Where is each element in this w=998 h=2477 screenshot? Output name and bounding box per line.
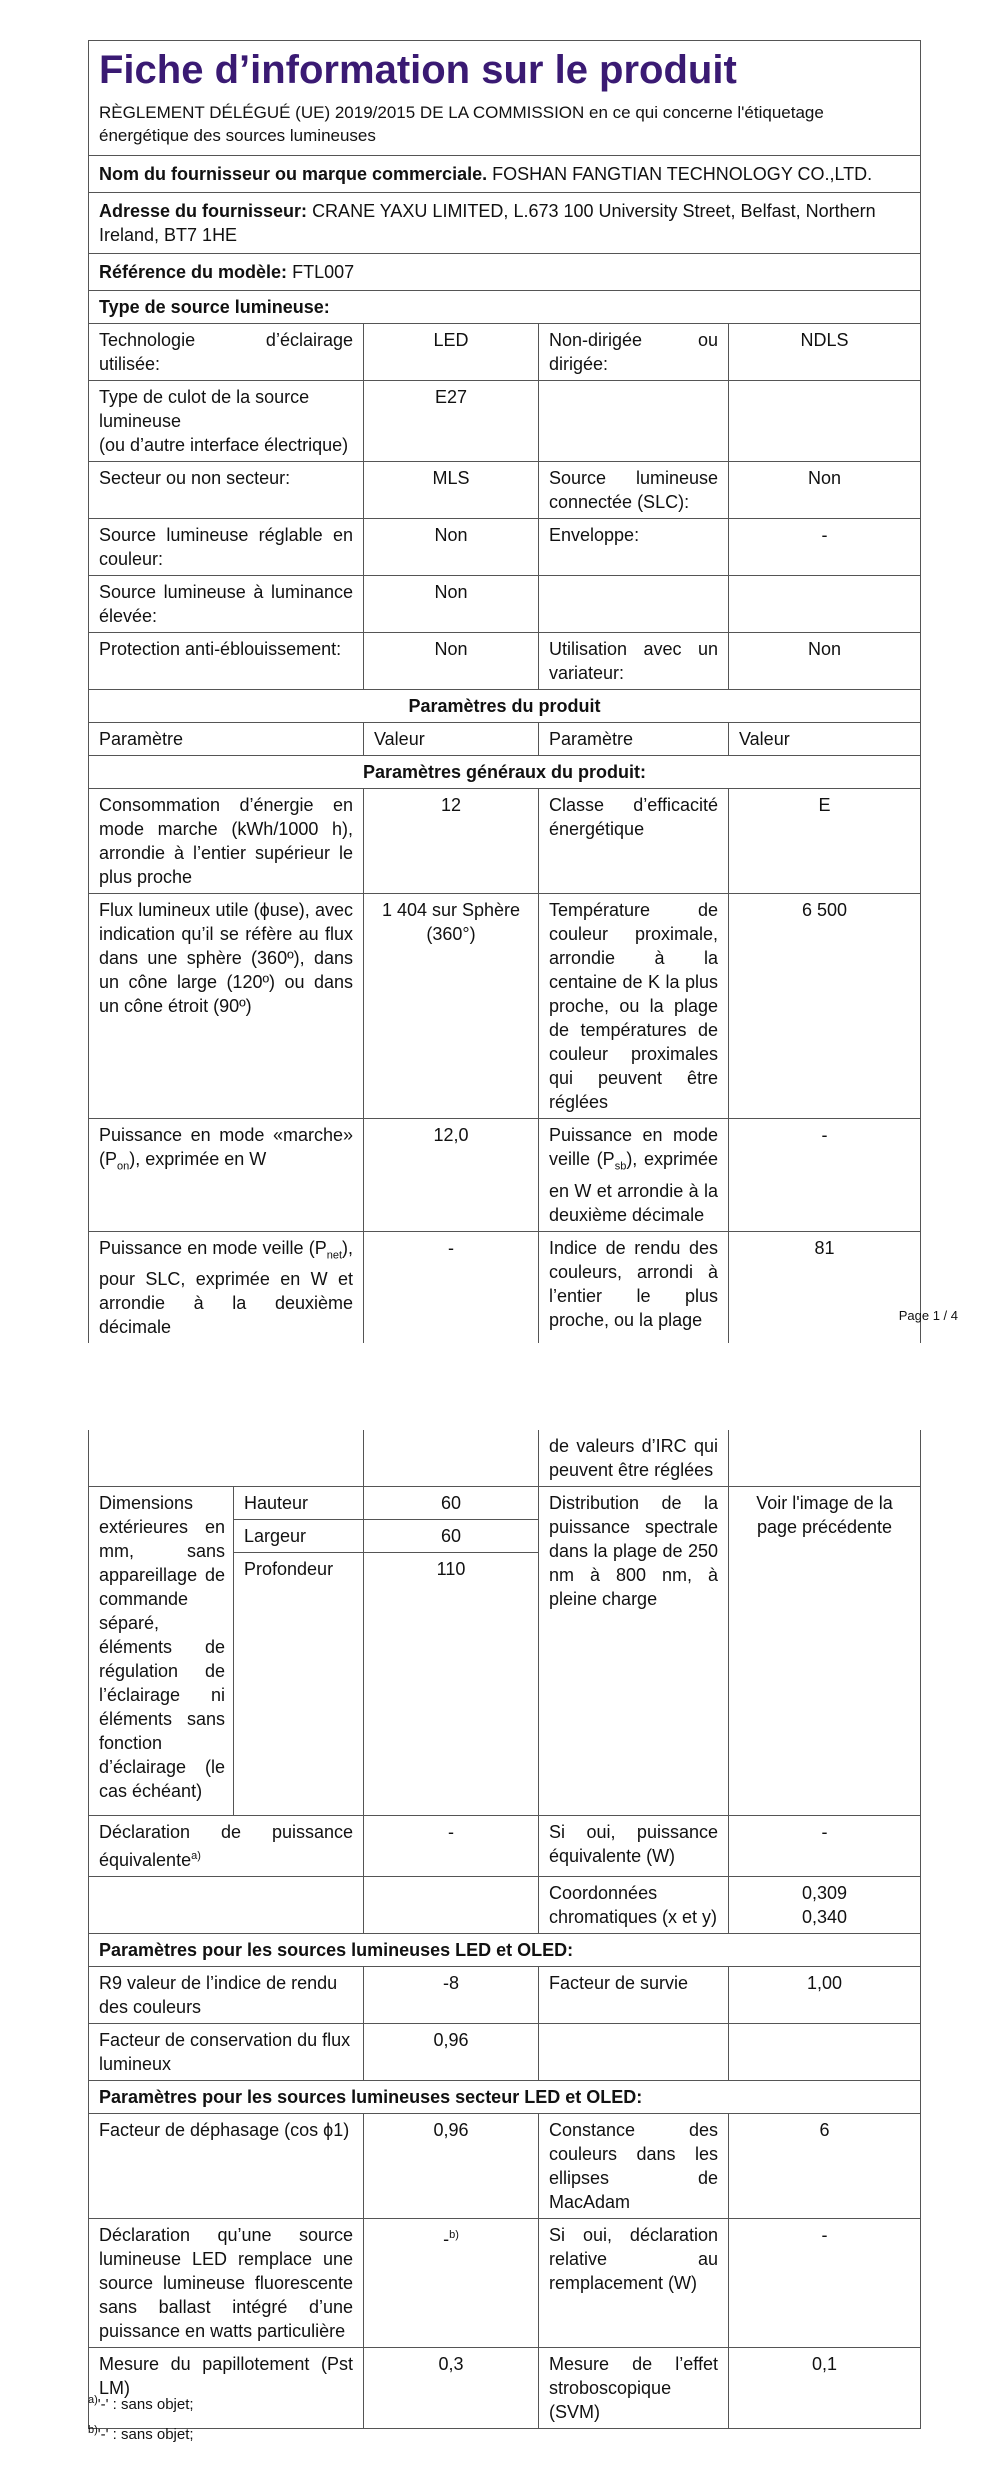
row-label: Technologie d’éclairage utilisée: bbox=[89, 324, 364, 381]
dimensions-label: Dimensions extérieures en mm, sans appareillage de commande séparé, éléments de régulation de l’éclairage ni éléments sans fonction d’éclairage (le cas échéant) bbox=[89, 1487, 234, 1816]
page-2 bbox=[0, 1430, 998, 2477]
table-row bbox=[89, 381, 921, 462]
label-part: ), pour SLC, exprimée en W et arrondie à la deuxième décimale bbox=[99, 1237, 353, 1338]
label-subscript: net bbox=[326, 1249, 342, 1262]
stroboscopic-label: Mesure de l’effet stroboscopique (SVM) bbox=[539, 2348, 729, 2429]
product-info-table-page-2 bbox=[88, 1430, 921, 2429]
table-row bbox=[89, 1119, 921, 1232]
dimension-value: 60 bbox=[364, 1520, 539, 1553]
flicker-value: 0,3 bbox=[364, 2348, 539, 2429]
mains-params-heading: Paramètres pour les sources lumineuses secteur LED et OLED: bbox=[89, 2081, 921, 2114]
chromaticity-label: Coordonnées chromatiques (x et y) bbox=[539, 1877, 729, 1934]
empty-cell bbox=[539, 2024, 729, 2081]
row-value: - bbox=[364, 1231, 539, 1343]
empty-cell bbox=[364, 1877, 539, 1934]
equivalent-watt-label: Si oui, puissance équivalente (W) bbox=[539, 1816, 729, 1877]
footnote-b bbox=[88, 2420, 194, 2445]
relative-replacement-label: Si oui, déclaration relative au remplacement (W) bbox=[539, 2219, 729, 2348]
supplier-address-label: Adresse du fournisseur: bbox=[99, 201, 308, 221]
row-label: Source lumineuse connectée (SLC): bbox=[539, 462, 729, 519]
empty-cell bbox=[364, 1430, 539, 1487]
dimension-name: Profondeur bbox=[234, 1553, 364, 1816]
row-label bbox=[89, 381, 364, 462]
table-row bbox=[89, 1816, 921, 1877]
relative-replacement-value: - bbox=[729, 2219, 921, 2348]
stroboscopic-value: 0,1 bbox=[729, 2348, 921, 2429]
led-params-heading: Paramètres pour les sources lumineuses LED et OLED: bbox=[89, 1934, 921, 1967]
dimension-value: 110 bbox=[364, 1553, 539, 1816]
empty-cell bbox=[89, 1430, 364, 1487]
row-value bbox=[729, 576, 921, 633]
table-row bbox=[89, 2114, 921, 2219]
label-part: Puissance en mode veille (P bbox=[549, 1125, 718, 1169]
product-info-table-page-1 bbox=[88, 40, 921, 1343]
row-label: Non-dirigée ou dirigée: bbox=[539, 324, 729, 381]
model-reference-label: Référence du modèle: bbox=[99, 262, 288, 282]
chromaticity-x: 0,309 bbox=[801, 1883, 848, 1903]
row-label: Source lumineuse réglable en couleur: bbox=[89, 519, 364, 576]
row-label: Secteur ou non secteur: bbox=[89, 462, 364, 519]
macadam-label: Constance des couleurs dans les ellipses de MacAdam bbox=[539, 2114, 729, 2219]
label-text: Déclaration de puissance équivalente bbox=[99, 1822, 353, 1870]
survival-value: 1,00 bbox=[729, 1967, 921, 2024]
chromaticity-value bbox=[729, 1877, 921, 1934]
footnote-mark: a) bbox=[88, 2394, 98, 2406]
column-header: Valeur bbox=[729, 723, 921, 756]
footnote-text: '-' : sans objet; bbox=[97, 2396, 194, 2413]
row-value: NDLS bbox=[729, 324, 921, 381]
row-label bbox=[89, 1119, 364, 1232]
dimension-value: 60 bbox=[364, 1487, 539, 1520]
equivalent-power-label bbox=[89, 1816, 364, 1877]
replacement-value bbox=[364, 2219, 539, 2348]
value-text: - bbox=[443, 2229, 450, 2249]
flicker-label: Mesure du papillotement (Pst LM) bbox=[89, 2348, 364, 2429]
table-row bbox=[89, 2219, 921, 2348]
spectral-value: Voir l'image de la page précédente bbox=[729, 1487, 921, 1816]
label-part: Puissance en mode veille (P bbox=[99, 1237, 327, 1258]
row-label bbox=[89, 1231, 364, 1343]
model-reference-value: FTL007 bbox=[292, 262, 355, 282]
row-label-part: Type de culot de la source lumineuse bbox=[99, 387, 310, 431]
spectral-label: Distribution de la puissance spectrale dans la plage de 250 nm à 800 nm, à pleine charge bbox=[539, 1487, 729, 1816]
row-label: Consommation d’énergie en mode marche (kWh/1000 h), arrondie à l’entier supérieur le plus proche bbox=[89, 789, 364, 894]
row-value: - bbox=[729, 1119, 921, 1232]
row-label bbox=[539, 576, 729, 633]
row-value: Non bbox=[364, 576, 539, 633]
row-value: 81 bbox=[729, 1231, 921, 1343]
lumen-maintenance-label: Facteur de conservation du flux lumineux bbox=[89, 2024, 364, 2081]
empty-cell bbox=[89, 1877, 364, 1934]
supplier-name-label: Nom du fournisseur ou marque commerciale. bbox=[99, 164, 488, 184]
row-label: Indice de rendu des couleurs, arrondi à l’entier le plus proche, ou la plage bbox=[539, 1231, 729, 1343]
footnote-text: '-' : sans objet; bbox=[97, 2426, 194, 2443]
empty-cell bbox=[729, 2024, 921, 2081]
row-label: Utilisation avec un variateur: bbox=[539, 633, 729, 690]
page-title: Fiche d’information sur le produit bbox=[99, 48, 737, 92]
general-params-heading: Paramètres généraux du produit: bbox=[89, 756, 921, 789]
r9-value: -8 bbox=[364, 1967, 539, 2024]
row-label: Température de couleur proximale, arrondie à la centaine de K la plus proche, ou la plage de températures de couleur proximales qui peuvent être réglées bbox=[539, 894, 729, 1119]
table-row bbox=[89, 576, 921, 633]
dimension-name: Hauteur bbox=[234, 1487, 364, 1520]
table-row bbox=[89, 1487, 921, 1520]
row-value: LED bbox=[364, 324, 539, 381]
label-subscript: sb bbox=[614, 1160, 627, 1173]
row-value: Non bbox=[364, 519, 539, 576]
row-label bbox=[539, 1119, 729, 1232]
empty-cell bbox=[729, 1430, 921, 1487]
row-value: 1 404 sur Sphère (360°) bbox=[364, 894, 539, 1119]
macadam-value: 6 bbox=[729, 2114, 921, 2219]
table-row bbox=[89, 894, 921, 1119]
row-label-continued: de valeurs d’IRC qui peuvent être réglées bbox=[539, 1430, 729, 1487]
table-row bbox=[89, 1231, 921, 1343]
row-value: 6 500 bbox=[729, 894, 921, 1119]
regulation-text: RÈGLEMENT DÉLÉGUÉ (UE) 2019/2015 DE LA COMMISSION en ce qui concerne l'étiquetage énergétique des sources lumineuses bbox=[99, 103, 824, 145]
row-label bbox=[539, 381, 729, 462]
row-label: Classe d’efficacité énergétique bbox=[539, 789, 729, 894]
row-value: - bbox=[729, 519, 921, 576]
label-subscript: on bbox=[117, 1160, 130, 1173]
row-label-part: (ou d’autre interface électrique) bbox=[99, 435, 349, 455]
dimension-name: Largeur bbox=[234, 1520, 364, 1553]
table-row bbox=[89, 1967, 921, 2024]
column-header: Valeur bbox=[364, 723, 539, 756]
table-row bbox=[89, 519, 921, 576]
table-row bbox=[89, 1877, 921, 1934]
r9-label: R9 valeur de l’indice de rendu des couleurs bbox=[89, 1967, 364, 2024]
supplier-name-value: FOSHAN FANGTIAN TECHNOLOGY CO.,LTD. bbox=[492, 164, 873, 184]
footnote-mark: b) bbox=[449, 2229, 459, 2241]
row-label: Source lumineuse à luminance élevée: bbox=[89, 576, 364, 633]
table-row bbox=[89, 1430, 921, 1487]
row-label: Enveloppe: bbox=[539, 519, 729, 576]
survival-label: Facteur de survie bbox=[539, 1967, 729, 2024]
table-row bbox=[89, 324, 921, 381]
footnote-mark: a) bbox=[191, 1850, 201, 1862]
footnote-a bbox=[88, 2390, 194, 2415]
footnote-mark: b) bbox=[88, 2424, 98, 2436]
page-number: Page 1 / 4 bbox=[898, 1308, 958, 1323]
source-type-heading: Type de source lumineuse: bbox=[89, 291, 921, 324]
equivalent-power-value: - bbox=[364, 1816, 539, 1877]
row-label: Protection anti-éblouissement: bbox=[89, 633, 364, 690]
row-value: E bbox=[729, 789, 921, 894]
product-params-heading: Paramètres du produit bbox=[89, 690, 921, 723]
table-row bbox=[89, 2348, 921, 2429]
table-header-row bbox=[89, 723, 921, 756]
row-value: Non bbox=[729, 462, 921, 519]
equivalent-watt-value: - bbox=[729, 1816, 921, 1877]
table-row bbox=[89, 2024, 921, 2081]
supplier-address-value: CRANE YAXU LIMITED, L.673 100 University Street, Belfast, Northern Ireland, BT7 1HE bbox=[99, 201, 876, 245]
label-part: ), exprimée en W et arrondie à la deuxième décimale bbox=[549, 1149, 718, 1225]
lumen-maintenance-value: 0,96 bbox=[364, 2024, 539, 2081]
row-value: Non bbox=[364, 633, 539, 690]
row-value: 12 bbox=[364, 789, 539, 894]
row-value: MLS bbox=[364, 462, 539, 519]
row-label: Flux lumineux utile (ϕuse), avec indication qu’il se réfère au flux dans une sphère (360º), dans un cône large (120º) ou dans un cône étroit (90º) bbox=[89, 894, 364, 1119]
phase-factor-label: Facteur de déphasage (cos ϕ1) bbox=[89, 2114, 364, 2219]
label-part: ), exprimée en W bbox=[129, 1149, 267, 1169]
chromaticity-y: 0,340 bbox=[801, 1907, 848, 1927]
row-value: 12,0 bbox=[364, 1119, 539, 1232]
row-value: E27 bbox=[364, 381, 539, 462]
table-row bbox=[89, 789, 921, 894]
phase-factor-value: 0,96 bbox=[364, 2114, 539, 2219]
column-header: Paramètre bbox=[89, 723, 364, 756]
column-header: Paramètre bbox=[539, 723, 729, 756]
row-value bbox=[729, 381, 921, 462]
label-part: Puissance en mode «marche» (P bbox=[99, 1125, 353, 1169]
replacement-label: Déclaration qu’une source lumineuse LED remplace une source lumineuse fluorescente sans ballast intégré d’une puissance en watts particulière bbox=[89, 2219, 364, 2348]
table-row bbox=[89, 462, 921, 519]
row-value: Non bbox=[729, 633, 921, 690]
table-row bbox=[89, 633, 921, 690]
